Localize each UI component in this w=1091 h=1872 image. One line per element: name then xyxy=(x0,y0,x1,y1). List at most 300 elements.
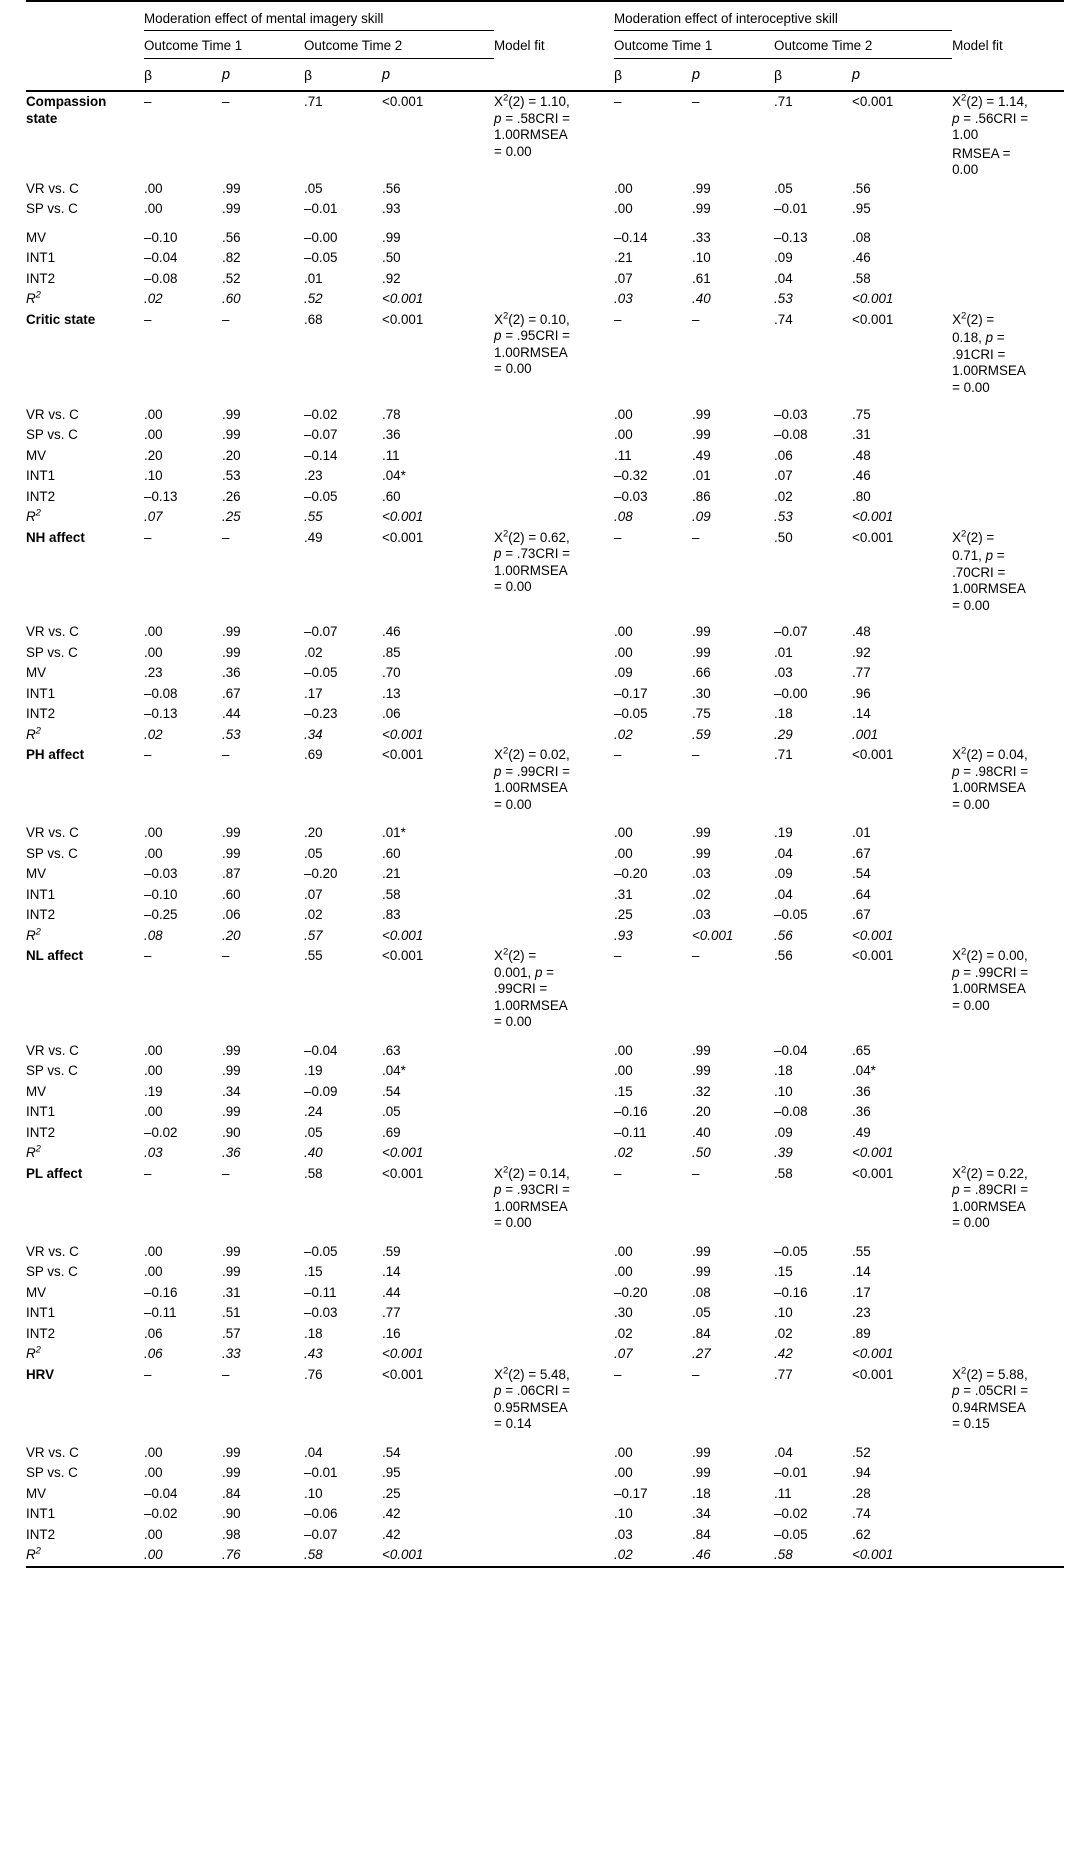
section-header-row xyxy=(26,528,1064,549)
section-p-t1-right: – xyxy=(692,1165,700,1181)
cell-beta-t2-left: .55 xyxy=(304,509,323,525)
cell-p-t1-left: .60 xyxy=(222,291,241,307)
table-row xyxy=(26,1443,1064,1464)
spacer-cell xyxy=(304,220,382,228)
spacer-cell xyxy=(222,1010,304,1025)
spacer-cell xyxy=(382,146,494,168)
section-p-t1-right: – xyxy=(692,94,700,109)
cell-beta-t2-left: –0.23 xyxy=(304,706,338,722)
spacer-cell xyxy=(614,1211,692,1226)
cell-p-t2-right: .14 xyxy=(852,706,871,722)
section-p-t2-right: <0.001 xyxy=(852,311,894,327)
cell-fit-left-empty xyxy=(494,269,614,290)
cell-p-t2-right: .36 xyxy=(852,1083,871,1099)
spacer-cell xyxy=(26,815,144,823)
row-label-r2: $R^2$ xyxy=(26,1143,41,1161)
cell-p-t1-right: .75 xyxy=(692,706,711,722)
cell-beta-t1-left: .00 xyxy=(144,1547,163,1563)
cell-fit-right-empty xyxy=(952,1504,1064,1525)
section-header-row xyxy=(26,1365,1064,1412)
table-bottom-rule xyxy=(26,1567,1064,1568)
spacer-cell xyxy=(382,1226,494,1234)
cell-p-t2-right: <0.001 xyxy=(852,1346,894,1362)
cell-p-t1-left: .99 xyxy=(222,624,241,640)
cell-beta-t1-left: –0.04 xyxy=(144,1485,178,1501)
cell-p-t1-right: .86 xyxy=(692,488,711,504)
cell-beta-t2-left: .43 xyxy=(304,1346,323,1362)
cell-fit-left-empty xyxy=(494,1443,614,1464)
cell-beta-t1-right: –0.20 xyxy=(614,1284,648,1300)
cell-p-t1-right: .61 xyxy=(692,270,711,286)
spacer-cell xyxy=(222,1412,304,1427)
cell-fit-right-empty xyxy=(952,704,1064,725)
cell-beta-t1-right: –0.14 xyxy=(614,229,648,245)
section-p-t1-left: – xyxy=(222,311,230,327)
section-title: NH affect xyxy=(26,529,85,545)
cell-beta-t1-left: .00 xyxy=(144,427,163,443)
row-label-int2: INT2 xyxy=(26,270,56,286)
cell-beta-t1-right: .00 xyxy=(614,1444,633,1460)
spacer-cell xyxy=(774,1025,852,1033)
cell-p-t2-left: .06 xyxy=(382,706,401,722)
row-label-int1: INT1 xyxy=(26,685,56,701)
section-p-t2-left: <0.001 xyxy=(382,1165,424,1181)
cell-beta-t1-left: .03 xyxy=(144,1145,163,1161)
row-label-vr: VR vs. C xyxy=(26,180,79,196)
table-row xyxy=(26,704,1064,725)
spacer-cell xyxy=(952,1033,1064,1041)
cell-fit-right-empty xyxy=(952,684,1064,705)
cell-p-t1-right: .18 xyxy=(692,1485,711,1501)
cell-beta-t2-right: .53 xyxy=(774,509,793,525)
cell-beta-t2-right: –0.08 xyxy=(774,1104,808,1120)
cell-beta-t1-right: .00 xyxy=(614,845,633,861)
cell-beta-t2-left: –0.11 xyxy=(304,1284,337,1300)
cell-p-t2-right: .46 xyxy=(852,468,871,484)
cell-p-t2-left: .36 xyxy=(382,427,401,443)
model-fit-left: $X^2(2) = 1.10$, p = .58CRI = 1.00RMSEA = 0.00 xyxy=(494,92,570,159)
model-fit-left: $X^2(2)$ = 0.001, p = .99CRI = 1.00RMSEA = 0.00 xyxy=(494,946,568,1030)
cell-p-t2-right: <0.001 xyxy=(852,291,894,307)
cell-p-t1-left: .99 xyxy=(222,1104,241,1120)
cell-p-t1-right: .99 xyxy=(692,644,711,660)
spacer-cell xyxy=(304,548,382,591)
spacer-cell xyxy=(494,614,614,622)
row-label-mv: MV xyxy=(26,1083,47,1099)
cell-fit-right-empty xyxy=(952,466,1064,487)
section-title: PH affect xyxy=(26,747,85,763)
spacer-cell xyxy=(382,792,494,807)
spacer-cell xyxy=(222,397,304,405)
cell-p-t1-right: .84 xyxy=(692,1325,711,1341)
cell-p-t1-right: .50 xyxy=(692,1145,711,1161)
header-sub-row xyxy=(26,31,1064,59)
cell-p-t1-left: .84 xyxy=(222,1485,241,1501)
table-row xyxy=(26,507,1064,528)
model-fit-right: $X^2(2) = 5.88$, p = .05CRI = 0.94RMSEA = 0.15 xyxy=(952,1365,1029,1432)
spacer-cell xyxy=(144,1010,222,1025)
cell-beta-t2-right: .29 xyxy=(774,726,793,742)
cell-beta-t2-right: –0.08 xyxy=(774,427,808,443)
spacer-cell xyxy=(614,220,692,228)
section-p-t1-left: – xyxy=(222,1366,230,1382)
cell-beta-t2-left: .52 xyxy=(304,291,323,307)
cell-p-t2-left: .69 xyxy=(382,1124,401,1140)
table-row xyxy=(26,823,1064,844)
symbol-spacer-fit-right xyxy=(952,59,1064,92)
cell-p-t1-left: .34 xyxy=(222,1083,241,1099)
cell-fit-right-empty xyxy=(952,248,1064,269)
spacer-cell xyxy=(222,614,304,622)
cell-p-t2-right: .08 xyxy=(852,229,871,245)
cell-beta-t1-left: –0.10 xyxy=(144,886,178,902)
cell-p-t1-right: .33 xyxy=(692,229,711,245)
cell-beta-t2-right: .06 xyxy=(774,447,793,463)
spacer-cell xyxy=(222,792,304,807)
cell-fit-right-empty xyxy=(952,1061,1064,1082)
spacer-cell xyxy=(304,807,382,815)
cell-p-t1-left: .51 xyxy=(222,1305,241,1321)
table-row xyxy=(26,622,1064,643)
cell-fit-right-empty xyxy=(952,1484,1064,1505)
section-p-t2-left: <0.001 xyxy=(382,747,424,763)
model-fit-right: $X^2(2) = 0.04$, p = .98CRI = 1.00RMSEA = 0.00 xyxy=(952,745,1029,812)
cell-p-t1-left: .67 xyxy=(222,685,241,701)
spacer-cell xyxy=(774,1033,852,1041)
cell-beta-t2-right: .09 xyxy=(774,250,793,266)
spacer-cell xyxy=(222,591,304,614)
cell-beta-t2-right: –0.05 xyxy=(774,1526,808,1542)
table-row xyxy=(26,643,1064,664)
cell-p-t1-left: .33 xyxy=(222,1346,241,1362)
bottom-rule-cell xyxy=(26,1567,144,1568)
cell-p-t2-left: .54 xyxy=(382,1444,401,1460)
spacer-cell xyxy=(222,1033,304,1041)
cell-beta-t2-left: –0.07 xyxy=(304,624,338,640)
spacer-cell xyxy=(26,1435,144,1443)
cell-p-t1-right: .46 xyxy=(692,1547,711,1563)
bottom-rule-cell xyxy=(614,1567,692,1568)
spacer-cell xyxy=(26,1427,144,1435)
cell-p-t2-right: .96 xyxy=(852,685,871,701)
row-label-r2: $R^2$ xyxy=(26,289,41,307)
bottom-rule-cell xyxy=(952,1567,1064,1568)
cell-p-t2-right: .31 xyxy=(852,427,871,443)
cell-p-t2-left: .70 xyxy=(382,665,401,681)
spacer-cell xyxy=(614,1435,692,1443)
cell-fit-left-empty xyxy=(494,1041,614,1062)
section-p-t1-left: – xyxy=(222,948,230,964)
cell-p-t1-left: .99 xyxy=(222,825,241,841)
cell-fit-left-empty xyxy=(494,1143,614,1164)
spacer-cell xyxy=(304,146,382,168)
cell-p-t1-right: .02 xyxy=(692,886,711,902)
group-header-mental-imagery: Moderation effect of mental imagery skill xyxy=(144,1,494,31)
spacer-cell xyxy=(26,1025,144,1033)
spacer-cell xyxy=(304,591,382,614)
cell-beta-t2-right: .04 xyxy=(774,886,793,902)
cell-beta-t1-right: .31 xyxy=(614,886,633,902)
cell-beta-t2-right: –0.03 xyxy=(774,406,808,422)
table-row xyxy=(26,1303,1064,1324)
cell-beta-t2-left: .17 xyxy=(304,685,323,701)
cell-beta-t1-left: .00 xyxy=(144,644,163,660)
cell-fit-right-empty xyxy=(952,1525,1064,1546)
spacer-cell xyxy=(382,1010,494,1025)
cell-p-t1-right: .99 xyxy=(692,825,711,841)
section-beta-t2-right: .71 xyxy=(774,747,793,763)
spacer-cell xyxy=(774,792,852,807)
row-label-sp: SP vs. C xyxy=(26,644,78,660)
cell-beta-t1-left: .10 xyxy=(144,468,163,484)
cell-fit-right-empty xyxy=(952,622,1064,643)
cell-p-t1-left: .44 xyxy=(222,706,241,722)
cell-beta-t1-right: .07 xyxy=(614,1346,633,1362)
cell-p-t2-right: .52 xyxy=(852,1444,871,1460)
spacer-cell xyxy=(144,1412,222,1427)
cell-p-t2-right: .67 xyxy=(852,907,871,923)
section-p-t1-left: – xyxy=(222,94,230,109)
section-beta-t1-right: – xyxy=(614,1366,622,1382)
cell-p-t2-left: .83 xyxy=(382,907,401,923)
spacer-cell xyxy=(144,807,222,815)
spacer-cell xyxy=(144,146,222,168)
cell-beta-t2-right: .07 xyxy=(774,468,793,484)
cell-p-t1-left: .99 xyxy=(222,644,241,660)
spacer-cell xyxy=(222,146,304,168)
section-header-row xyxy=(26,946,1064,1010)
cell-fit-left-empty xyxy=(494,1484,614,1505)
section-beta-t1-left: – xyxy=(144,1366,152,1382)
cell-fit-left-empty xyxy=(494,725,614,746)
cell-fit-right-empty xyxy=(952,1443,1064,1464)
spacer-cell xyxy=(774,807,852,815)
cell-beta-t1-left: –0.25 xyxy=(144,907,178,923)
section-beta-t1-right: – xyxy=(614,311,622,327)
cell-beta-t1-right: –0.05 xyxy=(614,706,648,722)
cell-p-t2-left: .63 xyxy=(382,1042,401,1058)
cell-p-t1-left: .98 xyxy=(222,1526,241,1542)
cell-beta-t2-left: .02 xyxy=(304,644,323,660)
subheader-corner-cell xyxy=(26,31,144,59)
cell-fit-left-empty xyxy=(494,289,614,310)
cell-fit-right-empty xyxy=(952,663,1064,684)
cell-beta-t2-right: .53 xyxy=(774,291,793,307)
section-beta-t1-left: – xyxy=(144,529,152,545)
spacer-cell xyxy=(222,373,304,396)
cell-p-t1-right: .03 xyxy=(692,866,711,882)
spacer-cell xyxy=(614,792,692,807)
spacer-cell xyxy=(852,1010,952,1025)
spacer-cell xyxy=(692,614,774,622)
cell-beta-t1-left: –0.10 xyxy=(144,229,178,245)
cell-fit-left-empty xyxy=(494,1283,614,1304)
subheader-outcome-time2-right: Outcome Time 2 xyxy=(774,31,952,59)
spacer-cell xyxy=(614,614,692,622)
spacer-cell xyxy=(26,1033,144,1041)
cell-p-t2-left: .93 xyxy=(382,201,401,217)
spacer-cell xyxy=(692,548,774,591)
cell-fit-left-empty xyxy=(494,487,614,508)
cell-p-t2-left: <0.001 xyxy=(382,1145,424,1161)
table-row xyxy=(26,1123,1064,1144)
cell-beta-t2-left: –0.07 xyxy=(304,1526,338,1542)
spacer-cell xyxy=(382,1033,494,1041)
bottom-rule-cell xyxy=(774,1567,852,1568)
section-p-t1-right: – xyxy=(692,1366,700,1382)
cell-p-t1-right: .99 xyxy=(692,624,711,640)
cell-fit-right-empty xyxy=(952,1102,1064,1123)
header-spacer-fit-left xyxy=(494,1,614,31)
cell-fit-left-empty xyxy=(494,663,614,684)
cell-beta-t1-right: .03 xyxy=(614,291,633,307)
spacer-cell xyxy=(144,1033,222,1041)
section-p-t1-right: – xyxy=(692,747,700,763)
spacer-cell xyxy=(26,397,144,405)
spacer-cell xyxy=(852,1412,952,1427)
cell-p-t2-left: .01* xyxy=(382,825,406,841)
spacer-cell xyxy=(494,1033,614,1041)
cell-beta-t1-left: .00 xyxy=(144,1243,163,1259)
cell-p-t2-right: <0.001 xyxy=(852,1145,894,1161)
cell-beta-t1-right: .00 xyxy=(614,1465,633,1481)
cell-p-t2-right: .23 xyxy=(852,1305,871,1321)
row-label-int2: INT2 xyxy=(26,907,56,923)
spacer-cell xyxy=(382,815,494,823)
spacer-cell xyxy=(692,397,774,405)
cell-fit-right-empty xyxy=(952,1242,1064,1263)
spacer-cell xyxy=(494,397,614,405)
cell-beta-t1-left: –0.08 xyxy=(144,685,178,701)
cell-beta-t2-left: –0.20 xyxy=(304,866,338,882)
cell-beta-t2-right: .56 xyxy=(774,927,793,943)
spacer-cell xyxy=(494,815,614,823)
spacer-cell xyxy=(144,548,222,591)
table-row xyxy=(26,269,1064,290)
cell-beta-t1-left: .00 xyxy=(144,180,163,196)
table-row xyxy=(26,905,1064,926)
cell-p-t1-right: .99 xyxy=(692,1243,711,1259)
row-label-int2: INT2 xyxy=(26,1526,56,1542)
table-row xyxy=(26,199,1064,220)
cell-fit-left-empty xyxy=(494,466,614,487)
cell-fit-left-empty xyxy=(494,704,614,725)
cell-p-t2-left: <0.001 xyxy=(382,1346,424,1362)
spacer-cell xyxy=(304,1234,382,1242)
cell-beta-t2-right: –0.01 xyxy=(774,1465,808,1481)
cell-beta-t2-right: –0.16 xyxy=(774,1284,808,1300)
cell-beta-t2-right: .58 xyxy=(774,1547,793,1563)
model-fit-right: $X^2(2)$ = xyxy=(952,310,995,327)
model-fit-right-continued: 0.71, p = .70CRI = 1.00RMSEA = 0.00 xyxy=(952,548,1026,613)
spacer-cell xyxy=(614,1234,692,1242)
row-label-vr: VR vs. C xyxy=(26,1042,79,1058)
cell-beta-t1-left: –0.04 xyxy=(144,250,178,266)
cell-beta-t1-right: .25 xyxy=(614,907,633,923)
model-fit-right: $X^2(2) = 1.14$, p = .56CRI = 1.00 xyxy=(952,92,1029,142)
cell-beta-t1-right: .07 xyxy=(614,270,633,286)
cell-fit-left-empty xyxy=(494,228,614,249)
row-label-int2: INT2 xyxy=(26,488,56,504)
spacer-cell xyxy=(614,1033,692,1041)
cell-p-t1-right: .08 xyxy=(692,1284,711,1300)
cell-p-t2-right: .28 xyxy=(852,1485,871,1501)
cell-p-t1-left: .56 xyxy=(222,229,241,245)
section-title: PL affect xyxy=(26,1165,83,1181)
spacer-cell xyxy=(952,397,1064,405)
cell-p-t2-left: <0.001 xyxy=(382,1547,424,1563)
cell-p-t1-right: .32 xyxy=(692,1083,711,1099)
cell-fit-right-empty xyxy=(952,199,1064,220)
spacer-cell xyxy=(382,1435,494,1443)
cell-beta-t1-left: –0.13 xyxy=(144,488,178,504)
spacer-cell xyxy=(144,373,222,396)
cell-beta-t2-right: .18 xyxy=(774,706,793,722)
cell-p-t1-left: .99 xyxy=(222,406,241,422)
spacer-cell xyxy=(382,167,494,179)
section-beta-t1-right: – xyxy=(614,948,622,964)
cell-beta-t2-right: .04 xyxy=(774,270,793,286)
cell-fit-left-empty xyxy=(494,622,614,643)
cell-fit-left-empty xyxy=(494,425,614,446)
cell-p-t1-left: .57 xyxy=(222,1325,241,1341)
spacer-cell xyxy=(144,220,222,228)
cell-beta-t1-right: .10 xyxy=(614,1506,633,1522)
spacer-cell xyxy=(774,548,852,591)
cell-beta-t1-right: .02 xyxy=(614,726,633,742)
row-label-int1: INT1 xyxy=(26,1104,56,1120)
spacer-cell xyxy=(26,1226,144,1234)
cell-p-t2-left: .04* xyxy=(382,468,406,484)
symbol-p-t1-right: p xyxy=(692,59,774,92)
table-row xyxy=(26,289,1064,310)
cell-beta-t1-left: .00 xyxy=(144,201,163,217)
spacer-cell xyxy=(26,591,144,614)
section-p-t2-right: <0.001 xyxy=(852,948,894,964)
spacer-cell xyxy=(692,1033,774,1041)
spacer-cell xyxy=(26,1010,144,1025)
spacer-cell xyxy=(614,1010,692,1025)
cell-fit-right-empty xyxy=(952,885,1064,906)
cell-p-t2-right: <0.001 xyxy=(852,509,894,525)
subheader-outcome-time2-left: Outcome Time 2 xyxy=(304,31,494,59)
spacer-cell xyxy=(382,1427,494,1435)
spacer-cell xyxy=(774,167,852,179)
row-label-int2: INT2 xyxy=(26,1325,56,1341)
spacer-cell xyxy=(614,397,692,405)
cell-p-t1-left: .99 xyxy=(222,845,241,861)
cell-p-t2-left: .54 xyxy=(382,1083,401,1099)
bottom-rule-cell xyxy=(494,1567,614,1568)
spacer-cell xyxy=(144,167,222,179)
cell-p-t2-right: .01 xyxy=(852,825,871,841)
cell-p-t2-left: .58 xyxy=(382,886,401,902)
table-row xyxy=(26,1143,1064,1164)
cell-beta-t1-right: .00 xyxy=(614,1063,633,1079)
table-row xyxy=(26,663,1064,684)
cell-p-t2-right: .001 xyxy=(852,726,879,742)
cell-p-t2-left: .56 xyxy=(382,180,401,196)
spacer-cell xyxy=(26,614,144,622)
row-label-int1: INT1 xyxy=(26,468,56,484)
spacer-cell xyxy=(222,1025,304,1033)
cell-beta-t1-left: .00 xyxy=(144,1465,163,1481)
section-beta-t1-left: – xyxy=(144,311,152,327)
cell-p-t1-right: .30 xyxy=(692,685,711,701)
row-label-int1: INT1 xyxy=(26,250,56,266)
cell-beta-t2-left: –0.04 xyxy=(304,1042,338,1058)
cell-p-t2-left: .92 xyxy=(382,270,401,286)
